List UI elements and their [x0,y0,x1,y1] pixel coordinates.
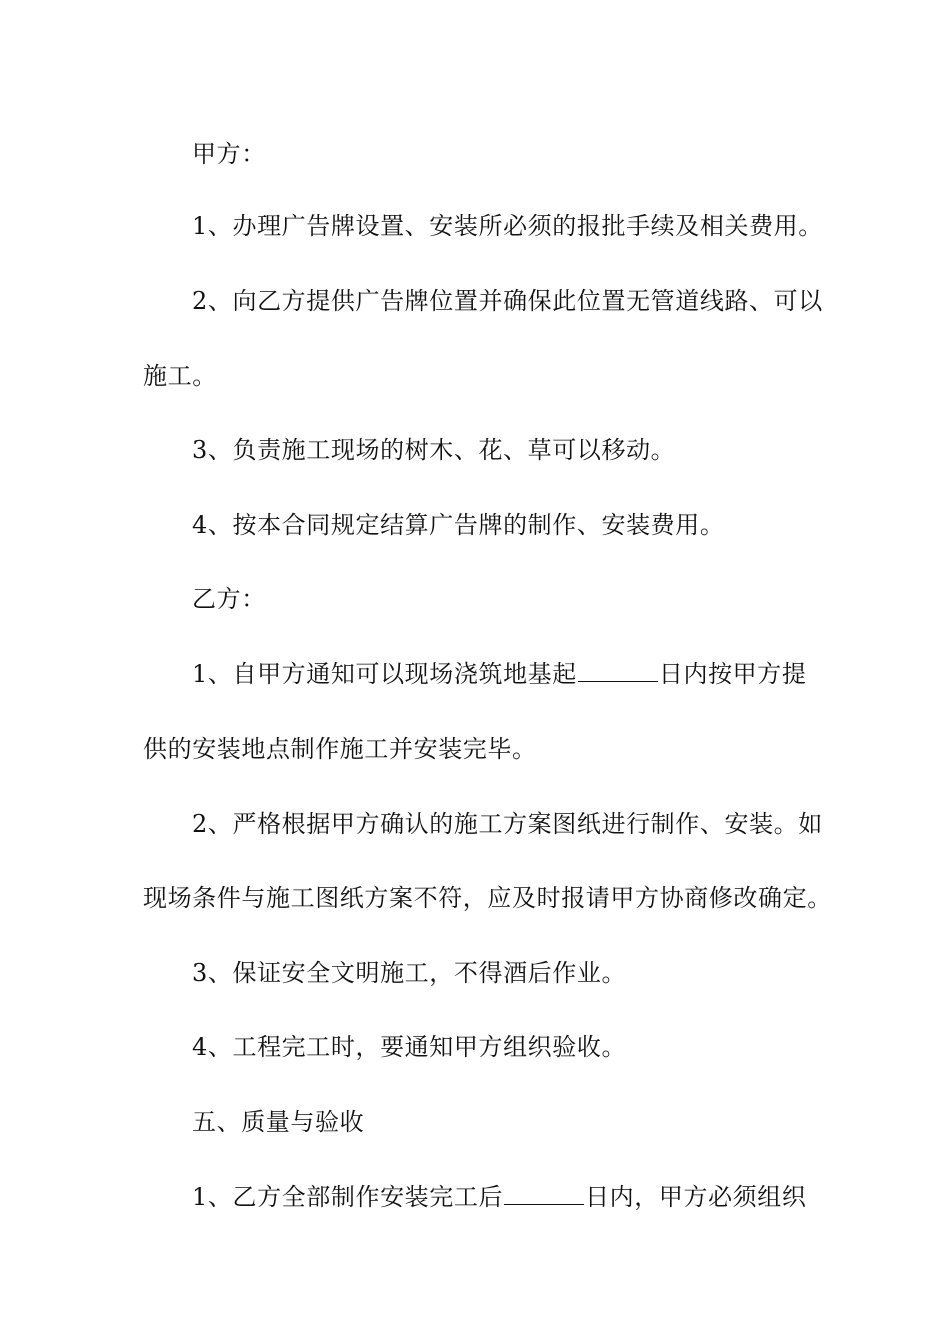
party-b-item-1-line-2: 供的安装地点制作施工并安装完毕。 [143,735,537,763]
party-b-item-1-text-before: 1、自甲方通知可以现场浇筑地基起 [192,660,577,688]
fill-in-blank-days[interactable] [578,659,658,682]
party-b-item-3: 3、保证安全文明施工，不得酒后作业。 [192,959,627,987]
party-b-item-2-line-1: 2、严格根据甲方确认的施工方案图纸进行制作、安装。如 [192,810,823,838]
section-5-item-1-text-before: 1、乙方全部制作安装完工后 [192,1183,504,1211]
fill-in-blank-acceptance-days[interactable] [504,1182,584,1205]
party-b-item-4: 4、工程完工时，要通知甲方组织验收。 [192,1033,627,1061]
party-a-item-3: 3、负责施工现场的树木、花、草可以移动。 [192,436,676,464]
party-a-item-4: 4、按本合同规定结算广告牌的制作、安装费用。 [192,511,725,539]
party-a-item-1: 1、办理广告牌设置、安装所必须的报批手续及相关费用。 [192,212,823,240]
section-5-heading: 五、质量与验收 [192,1108,365,1136]
party-a-item-2-line-1: 2、向乙方提供广告牌位置并确保此位置无管道线路、可以 [192,287,823,315]
party-b-item-1-line-1 [192,658,872,690]
party-b-heading: 乙方： [192,585,266,613]
party-b-item-2-line-2: 现场条件与施工图纸方案不符，应及时报请甲方协商修改确定。 [143,884,832,912]
section-5-item-1 [192,1181,872,1213]
party-a-heading: 甲方： [192,140,266,168]
section-5-item-1-text-after: 日内，甲方必须组织 [585,1183,807,1211]
party-a-item-2-line-2: 施工。 [143,362,217,390]
party-b-item-1-text-after: 日内按甲方提 [658,660,807,688]
